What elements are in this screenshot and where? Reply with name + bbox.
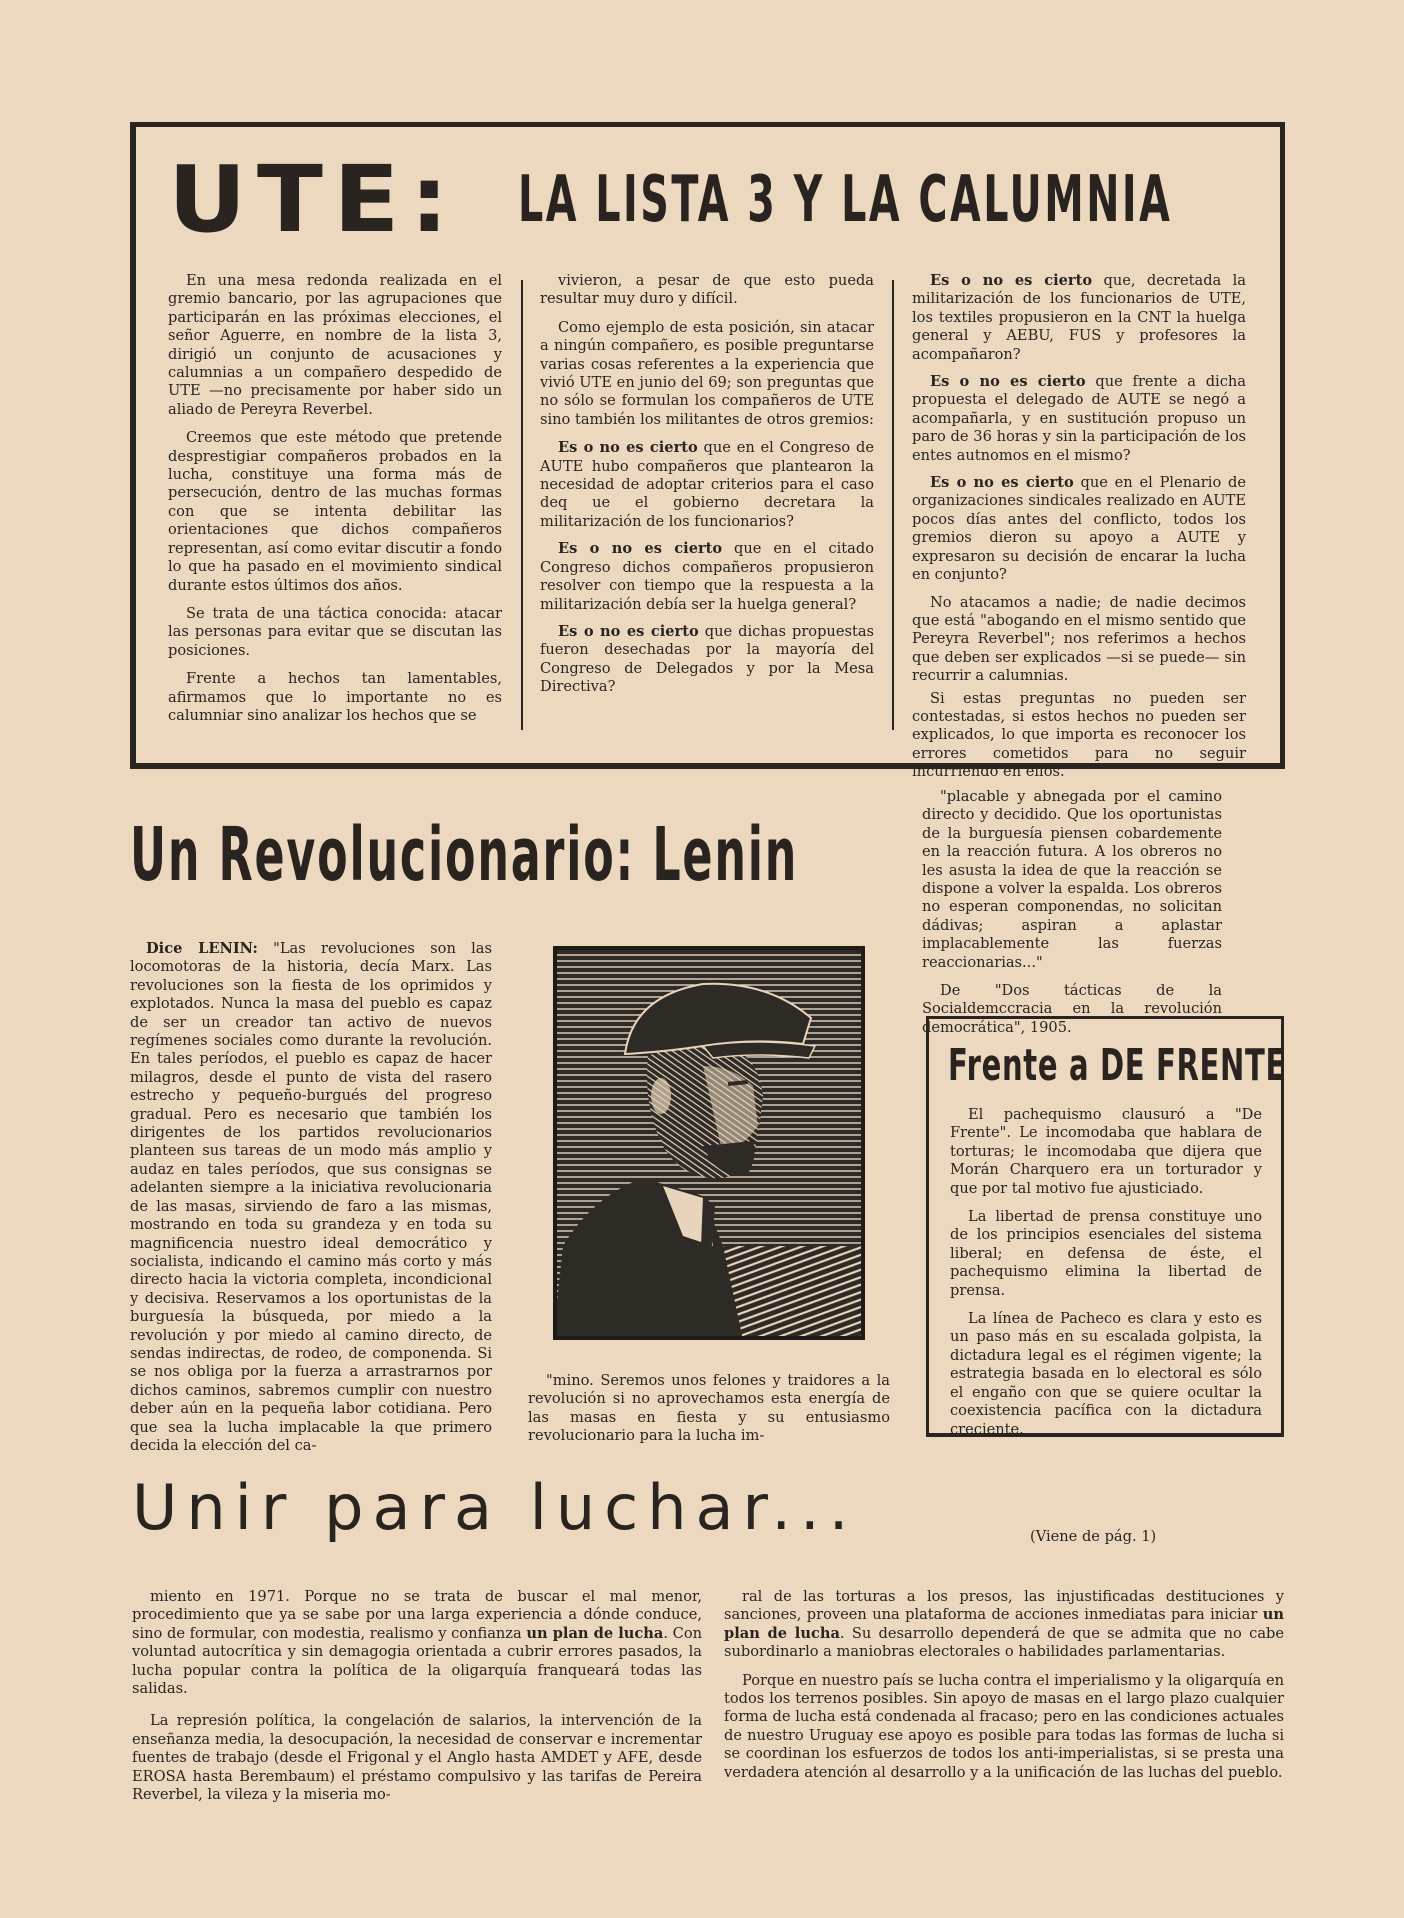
- ute-column-rule-1: [521, 280, 523, 730]
- ute-headline: [168, 146, 1258, 253]
- question-text: que, decretada la militarización de los funcionarios de UTE, los textiles propusieron en la CNT la huelga general y AEBU, FUS y profesores la acompañaron?: [912, 272, 1246, 363]
- lenin-headline: [130, 810, 890, 910]
- unir-headline: Unir para luchar...: [132, 1471, 858, 1544]
- unir-column-left: [132, 1588, 702, 1814]
- unir-paragraph: [724, 1588, 1284, 1662]
- ute-column-2: [540, 272, 874, 706]
- unir-emphasis: un plan de lucha: [724, 1606, 1284, 1642]
- unir-paragraph: [132, 1588, 702, 1698]
- lenin-quote-text: "placable y abnegada por el camino directo y decidido. Que los oportunistas de la burguesía piensen cobardemente en la reacción futura. A los obreros no les asusta la idea de que la reacción se dispone a volver la espalda. Los obreros no esperan componendas, no solicitan dádivas; aspiran a aplastar implacablemente las fuerzas reaccionarias...": [922, 788, 1222, 971]
- unir-text: . Su desarrollo dependerá de que se admita que no cabe subordinarlo a maniobras electorales o habilidades parlamentarias.: [724, 1624, 1284, 1661]
- ute-paragraph: Si estas preguntas no pueden ser contestadas, si estos hechos no pueden ser explicados, lo que importa es reconocer los errores cometidos para no seguir incurriendo en ellos.: [912, 689, 1246, 781]
- ute-paragraph: Se trata de una táctica conocida: atacar las personas para evitar que se discutan las posiciones.: [168, 604, 502, 659]
- frente-paragraph: La libertad de prensa constituye uno de los principios esenciales del sistema liberal; en defensa de éste, el pachequismo elimina la libertad de prensa.: [950, 1208, 1262, 1299]
- frente-paragraph: La línea de Pacheco es clara y esto es un paso más en su escalada golpista, la dictadura legal es el régimen vigente; la estrategia basada en lo electoral es sólo el engaño con que se quiere ocultar la coexistencia pacífica con la dictadura creciente.: [950, 1310, 1262, 1438]
- ute-question: [540, 439, 874, 531]
- question-prefix: Es o no es cierto: [558, 540, 723, 558]
- unir-emphasis: un plan de lucha: [526, 1624, 664, 1642]
- unir-continuation-note: (Viene de pág. 1): [1030, 1528, 1157, 1545]
- lenin-portrait: [553, 946, 865, 1340]
- frente-headline-text: Frente a DE FRENTE: [948, 1040, 1286, 1091]
- lenin-quote-right: [922, 788, 1222, 1047]
- ute-headline-ute: UTE:: [168, 146, 459, 253]
- question-text: que en el citado Congreso dichos compañeros propusieron resolver con tiempo que la respuesta a la militarización debía ser la huelga general?: [540, 540, 874, 613]
- question-text: que dichas propuestas fueron desechadas por la mayoría del Congreso de Delegados y por la Mesa Directiva?: [540, 622, 875, 696]
- ute-question: [912, 474, 1246, 584]
- lenin-woodcut-image: [553, 946, 865, 1340]
- ute-headline-rest: LA LISTA 3 Y LA CALUMNIA: [518, 163, 1173, 237]
- lenin-quote-left: [130, 940, 492, 1465]
- question-prefix: Es o no es cierto: [558, 622, 699, 640]
- lenin-quote-text: "Las revoluciones son las locomotoras de la historia, decía Marx. Las revoluciones son la fiesta de los oprimidos y explotados. Nunca la masa del pueblo es capaz de ser un creador tan activo de nuevos regímenes sociales como durante la revolución. En tales períodos, el pueblo es capaz de hacer milagros, desde el punto de vista del rasero estrecho y pequeño-burgués del progreso gradual. Pero es necesario que también los dirigentes de los partidos revolucionarios planteen sus tareas de un modo más amplio y audaz en tales períodos, que sus consignas se adelanten siempre a la iniciativa revolucionaria de las masas, sirviendo de faro a las mismas, mostrando en toda su grandeza y en toda su magnificencia nuestro ideal democrático y socialista, indicando el camino más corto y más directo hacia la victoria completa, incondicional y decisiva. Reservamos a los oportunistas de la burguesía la búsqueda, por miedo a la revolución y por miedo al camino directo, de sendas indirectas, de rodeo, de componenda. Si se nos obliga por la fuerza a arrastrarnos por dichos caminos, sabremos cumplir con nuestro deber aún en la pequeña labor cotidiana. Pero que sea la lucha implacable la que primero decida la elección del ca-: [130, 940, 493, 1454]
- ute-column-1: [168, 272, 502, 735]
- ute-question: [540, 623, 874, 697]
- ute-paragraph: Creemos que este método que pretende desprestigiar compañeros probados en la lucha, constituye una forma más de persecución, dentro de las muchas formas con que se intenta debilitar las orientaciones que dichos compañeros representan, así como evitar discutir a fondo lo que ha pasado en el movimiento sindical durante estos últimos dos años.: [168, 429, 502, 594]
- ute-paragraph: vivieron, a pesar de que esto pueda resultar muy duro y difícil.: [540, 272, 874, 308]
- unir-text: ral de las torturas a los presos, las injustificadas destituciones y sanciones, proveen una plataforma de acciones inmediatas para iniciar: [724, 1588, 1284, 1624]
- question-text: que frente a dicha propuesta el delegado de AUTE se negó a acompañarla, y en sustitución propuso un paro de 36 horas y sin la participación de los entes autnomos en el mismo?: [912, 373, 1246, 464]
- unir-text: miento en 1971. Porque no se trata de buscar el mal menor, procedimiento que ya se sabe por una larga experiencia a dónde conduce, sino de formular, con modestia, realismo y confianza: [132, 1588, 702, 1642]
- ute-paragraph: En una mesa redonda realizada en el gremio bancario, por las agrupaciones que participarán en las próximas elecciones, el señor Aguerre, en nombre de la lista 3, dirigió un conjunto de acusaciones y calumnias a un compañero despedido de UTE —no precisamente por haber sido un aliado de Pereyra Reverbel.: [168, 272, 502, 418]
- unir-paragraph: La represión política, la congelación de salarios, la intervención de la enseñanza media, la desocupación, la necesidad de conservar e incrementar fuentes de trabajo (desde el Frigonal y el Anglo hasta AMDET y AFE, desde EROSA hasta Berembaum) el préstamo compulsivo y las tarifas de Pereira Reverbel, la vileza y la miseria mo-: [132, 1712, 702, 1804]
- question-prefix: Es o no es cierto: [558, 439, 698, 457]
- frente-paragraph: El pachequismo clausuró a "De Frente". Le incomodaba que hablara de torturas; le incomodaba que dijera que Morán Charquero era un torturador y que por tal motivo fue ajusticiado.: [950, 1106, 1262, 1197]
- ute-column-rule-2: [892, 280, 894, 730]
- frente-body: [950, 1106, 1262, 1449]
- ute-column-3: [912, 272, 1246, 792]
- lenin-source: De "Dos tácticas de la Socialdemccracia en la revolución democrática", 1905.: [922, 982, 1222, 1036]
- unir-column-right: [724, 1588, 1284, 1792]
- frente-headline: [948, 1036, 1286, 1096]
- lenin-quote-mid: [528, 1372, 890, 1456]
- lenin-lead: Dice LENIN:: [146, 940, 258, 957]
- question-prefix: Es o no es cierto: [930, 373, 1086, 391]
- ute-paragraph: No atacamos a nadie; de nadie decimos que está "abogando en el mismo sentido que Pereyra Reverbel"; nos referimos a hechos que deben ser explicados —si se puede— sin recurrir a calumnias.: [912, 593, 1246, 685]
- unir-text: . Con voluntad autocrítica y sin demagogia orientada a cubrir errores pasados, la lucha popular contra la política de la oligarquía franqueará todas las salidas.: [132, 1624, 703, 1698]
- lenin-headline-text: Un Revolucionario: Lenin: [130, 812, 799, 898]
- question-prefix: Es o no es cierto: [930, 272, 1093, 289]
- question-text: que en el Plenario de organizaciones sindicales realizado en AUTE pocos días antes del conflicto, todos los gremios dieron su apoyo a AUTE y expresaron su decisión de encarar la lucha en conjunto?: [912, 474, 1246, 584]
- ute-question: [912, 373, 1246, 465]
- question-prefix: Es o no es cierto: [930, 474, 1074, 492]
- ute-question: [540, 540, 874, 614]
- ute-question: [912, 272, 1246, 364]
- ute-paragraph: Como ejemplo de esta posición, sin atacar a ningún compañero, es posible preguntarse varias cosas referentes a la experiencia que vivió UTE en junio del 69; son preguntas que no sólo se formulan los compañeros de UTE sino también los militantes de otros gremios:: [540, 318, 874, 428]
- ute-paragraph: Frente a hechos tan lamentables, afirmamos que lo importante no es calumniar sino analizar los hechos que se: [168, 670, 502, 724]
- unir-paragraph: Porque en nuestro país se lucha contra el imperialismo y la oligarquía en todos los terrenos posibles. Sin apoyo de masas en el largo plazo cualquier forma de lucha está condenada al fracaso; pero en las condiciones actuales de nuestro Uruguay ese apoyo es posible para todas las formas de lucha si se coordinan los esfuerzos de todos los anti-imperialistas, si se presta una verdadera atención al desarrollo y a la unificación de las luchas del pueblo.: [724, 1671, 1284, 1781]
- question-text: que en el Congreso de AUTE hubo compañeros que plantearon la necesidad de adoptar criterios para el caso deq ue el gobierno decretara la militarización de los funcionarios?: [540, 439, 874, 530]
- lenin-quote-text: "mino. Seremos unos felones y traidores a la revolución si no aprovechamos esta energía de las masas en fiesta y su entusiasmo revolucionario para la lucha im-: [528, 1372, 890, 1445]
